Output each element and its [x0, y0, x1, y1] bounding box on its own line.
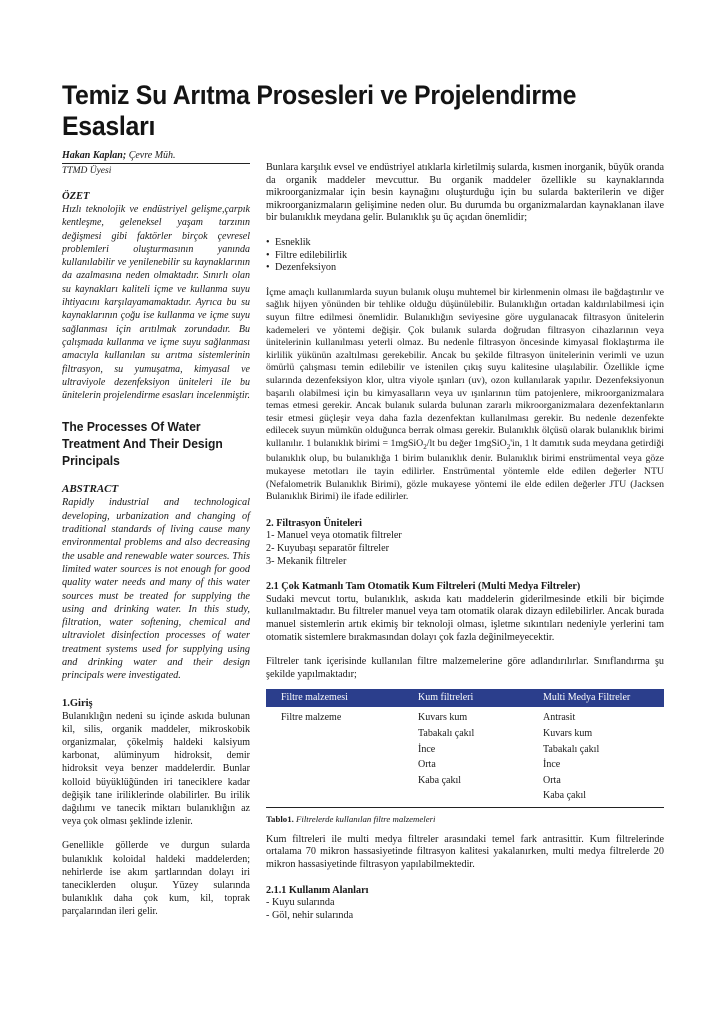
- author-line: [62, 150, 250, 162]
- table-cell-item: Kaba çakıl: [543, 790, 587, 802]
- filtrasyon-heading: 2. Filtrasyon Üniteleri: [266, 517, 362, 529]
- page-title: Temiz Su Arıtma Prosesleri ve Projelendirme Esasları: [62, 80, 577, 141]
- author-divider: [62, 163, 250, 164]
- bullet-list: [266, 237, 664, 275]
- giris-heading: 1.Giriş: [62, 697, 93, 709]
- tank-paragraph: Filtreler tank içerisinde kullanılan filtre malzemelerine göre adlandırılırlar. Sınıflandırma şu şekilde yapılmaktadır;: [266, 656, 664, 680]
- author-org: TTMD Üyesi: [62, 166, 112, 176]
- multi-medya-heading: 2.1 Çok Katmanlı Tam Otomatik Kum Filtreleri (Multi Medya Filtreler): [266, 581, 581, 593]
- ozet-text: Hızlı teknolojik ve endüstriyel gelişme,çarpık kentleşme, geleneksel yaşam tarzının değişmesi gibi faktörler birçok çevresel problemleri oluşturmasının yanında kullanılabilir ve yenilenebilir su kaynaklarının da azalmasına neden olmaktadır. Sınırlı olan su kaynakları kaliteli içme ve kullanma suyu ihtiyacını karşılayamamaktadır. Ayrıca bu su kaynaklarının çoğu ise kullanma ve içme suyu sağlanması için arıtılmak zorundadır. Bu çalışmada kullanma ve içme suyu sağlanması amacıyla kullanılan su arıtma sistemlerinin filtrasyon, su yumuşatma, kimyasal ve ultraviyole dezenfeksiyon üniteleri ile bu ünitelerin projelendirme esasları incelenmiştir.: [62, 204, 250, 402]
- abstract-heading: ABSTRACT: [62, 483, 119, 496]
- multi-medya-paragraph: Sudaki mevcut tortu, bulanıklık, askıda katı maddelerin giderilmesinde etkili bir biçimde kullanılmaktadır. Bu filtreler manuel veya tam otomatik olarak dizayn edilebilirler. Ancak burada manuel sistemlerin artık ekimiş bir teknoloji olması, işletme sıkıntıları nedeniyle yerlerini tam otomatik sistemlere bırakmasından dolayı çok fazla değinilmeyecektir.: [266, 593, 664, 643]
- giris-paragraph-1: Bulanıklığın nedeni su içinde askıda bulunan kil, silis, organik maddeler, mikroskobik organizmalar, çökelmiş haldeki kalsiyum karbonat, alüminyum hidroksit, demir hidroksit veya benzer maddelerdir. Bunlar kolloid büyüklüğünden iri taneciklere kadar değişik tane iriliklerinde olabilirler. Bu irilik dağılımı ve tanecik miktarı bulanıklığın az veya çok olması şeklinde izlenir.: [62, 710, 250, 828]
- filter-materials-table: [266, 689, 664, 808]
- table-header-cell: Filtre malzemesi: [266, 689, 403, 707]
- table-cell-item: Tabakalı çakıl: [418, 727, 475, 739]
- table-cell-item: İnce: [418, 743, 436, 755]
- table-cell: Filtre malzeme: [281, 712, 342, 724]
- table-cell-item: Kaba çakıl: [418, 774, 462, 786]
- table-header-cell: Kum filtreleri: [403, 689, 528, 707]
- author-title: Çevre Müh.: [126, 150, 176, 161]
- bullet-item: • Dezenfeksiyon: [266, 262, 664, 275]
- giris-paragraph-2: Genellikle göllerde ve durgun sularda bulanıklık koloidal haldeki maddelerden; nehirlerde ise akım şartlarından dolayı iri taneciklerden oluşur. Yüzey sularında bulanıklık daha çok kum, kil, toprak parçalarından ileri gelir.: [62, 840, 250, 918]
- ozet-heading: ÖZET: [62, 191, 90, 202]
- table-cell-item: Antrasit: [543, 712, 576, 724]
- icme-paragraph: İçme amaçlı kullanımlarda suyun bulanık oluşu muhtemel bir kirlenmenin olması ile bağdaştırılır ve sağlık hijyen yönünden bir tehlike olduğu düşünülebilir. Bulanıklığın ortadan kaldırılabilmesi için suyun filtre edilmesi önemlidir. Bulanıklığın seviyesine göre uygulanacak filtrasyon ünitelerin kademeleri ve yöntemi değişir. Çok bulanık sularda doğrudan filtrasyon cihazlarının veya ünitelerinin kullanılması yeterli olmaz. Bu nedenle filtrasyon öncesinde kimyasal floklaştırma ile kirlilik yükünün azaltılması gerekebilir. Ancak bu şekilde filtrasyon ünitelerinin verimli ve uzun ömürlü çalışması temin edilebilir ve istenilen çıkış suyu kalitesine ulaşılabilir. Özellikle içme sularında dezenfeksiyon klor, ultra viyole ışınları (uv), ozon kullanılarak yapılır. Dezenfeksiyonun başarılı olabilmesi için bu kimyasalların veya uv ışınlarının tüm patojenlere, mikroorganizmalara temas etmesi gerekir. Ancak bulanık sularda bulunan zararlı mikroorganizmalara dezenfektanların tesir etmesi güçleşir veya daha fazla dezenfektan kullanılması gerekir. Bu nedenle dezenfekte edilecek suyun mümkün olduğunca berrak olması gerekir. Bulanıklık ölçüsü olarak bulanıklık birimi kullanılır. 1 bulanıklık birimi = 1mgSiO$_2$/lt bu değer 1mgSiO$_2$'in, 1 lt damıtık suda meydana getirdiği bulanıklık olup, bu bulanıklığa 1 birim bulanıklık denir. Bulanıklık birimi enstrümental veya göze mukayese metotları ile tayin edilirler. Enstrümental yöntemle elde edilen değerler NTU (Nefalometrik Bulanıklık Birimi), gözle mukayese yöntemi ile elde edilen değerler JTU (Jacksen Bulanıklık Birimi) ile ifade edilirler.: [266, 286, 664, 503]
- kullanim-item: - Kuyu sularında: [266, 897, 335, 909]
- left-column: [62, 150, 250, 919]
- intro-paragraph: Bunlara karşılık evsel ve endüstriyel atıklarla kirletilmiş sularda, kısmen inorganik, büyük oranda da organik maddeler mevcuttur. Bu organik maddeler özellikle su kaynaklarında mikroorganizmalar için besin kaynağını oluşturduğu için bu sularda bakterilerin ve diğer mikroorganizmaların gelişimine neden olur. Bu durumda bu organizmalardan kaynaklanan ilave bir bulanıklık meydana gelir. Bulanıklık şu üç açıdan önemlidir;: [266, 162, 664, 224]
- filtrasyon-item: 1- Manuel veya otomatik filtreler: [266, 530, 402, 542]
- table-cell: [403, 707, 528, 807]
- table-header-cell: Multi Medya Filtreler: [528, 689, 664, 707]
- english-title: The Processes Of Water Treatment And Their Design Principals: [62, 419, 223, 469]
- table-cell-item: Orta: [543, 774, 561, 786]
- table-caption: Tablo1. Filtrelerde kullanılan filtre malzemeleri: [266, 813, 436, 824]
- kullanim-item: - Göl, nehir sularında: [266, 909, 354, 921]
- author-name: Hakan Kaplan;: [62, 150, 127, 161]
- abstract-text: Rapidly industrial and technological developing, urbanization and changing of traditional standards of living cause many environmental problems and also decreasing the usable and renewable water sources. This limited water sources is not enough for good quality water needs and many of this water sources must be treated for supplying the using and drinking water. In this study, filtration, water softening, chemical and ultraviolet disinfection processes of water treatment systems used for supplying using and drinking water and their design principals were investigated.: [62, 497, 250, 682]
- table-row: [266, 707, 664, 807]
- table-header-row: [266, 689, 664, 707]
- bullet-item: • Esneklik: [266, 237, 664, 250]
- table-cell-item: İnce: [543, 759, 561, 771]
- table-cell-item: Tabakalı çakıl: [543, 743, 600, 755]
- kum-paragraph: Kum filtreleri ile multi medya filtreler arasındaki temel fark antrasittir. Kum filtrelerinde ortalama 70 mikron hassasiyetinde filtrasyon kalitesi yakalanırken, multi medya filtrelerde 20 mikron hassasiyetinde filtrasyon yapılabilmektedir.: [266, 833, 664, 871]
- table-cell: [528, 707, 664, 807]
- bullet-item: • Filtre edilebilirlik: [266, 250, 664, 263]
- right-column: [266, 162, 664, 922]
- table-cell-item: Kuvars kum: [418, 712, 468, 724]
- filtrasyon-item: 3- Mekanik filtreler: [266, 555, 347, 567]
- filtrasyon-item: 2- Kuyubaşı separatör filtreler: [266, 542, 390, 554]
- table-cell-item: Orta: [418, 759, 436, 771]
- kullanim-heading: 2.1.1 Kullanım Alanları: [266, 884, 369, 896]
- table-cell-item: Kuvars kum: [543, 727, 593, 739]
